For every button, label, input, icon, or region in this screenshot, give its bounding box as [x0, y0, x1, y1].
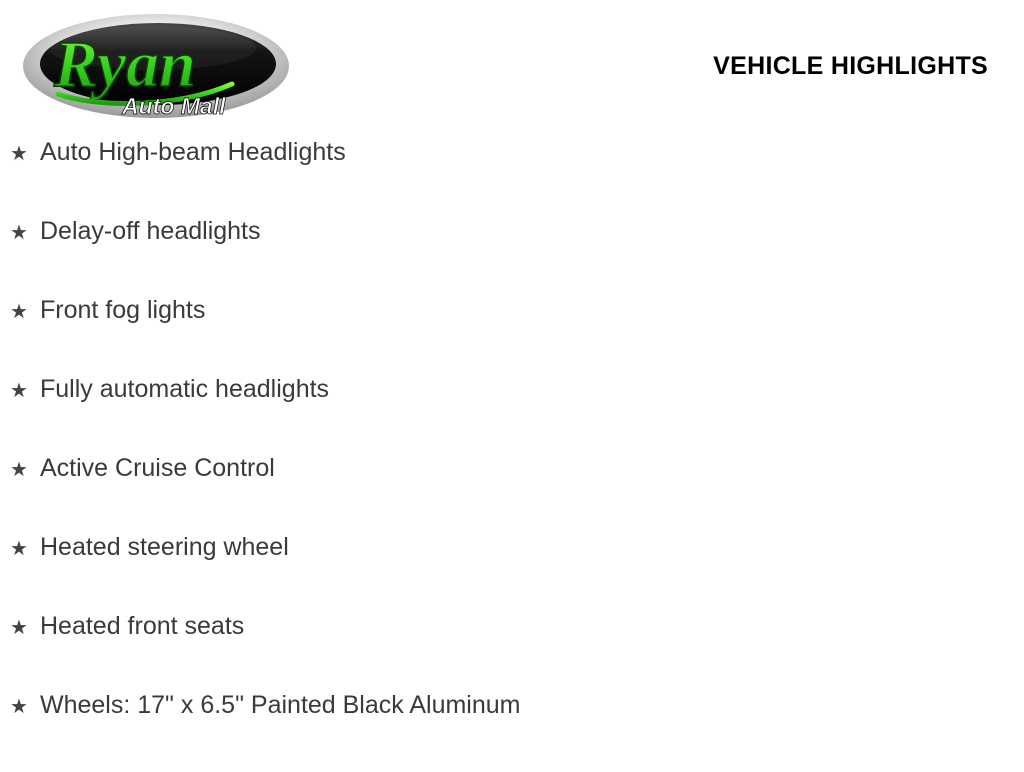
star-icon: ★ [10, 301, 28, 323]
star-icon: ★ [10, 696, 28, 718]
list-item [0, 219, 1024, 298]
vehicle-highlights-list [0, 140, 1024, 772]
highlight-label: Wheels: 17" x 6.5" Painted Black Aluminum [40, 691, 521, 719]
highlight-label: Delay-off headlights [40, 217, 261, 245]
highlight-label: Auto High-beam Headlights [40, 138, 346, 166]
list-item [0, 377, 1024, 456]
star-icon: ★ [10, 617, 28, 639]
svg-text:Auto Mall: Auto Mall [122, 93, 226, 119]
ryan-auto-mall-logo [18, 8, 290, 126]
star-icon: ★ [10, 459, 28, 481]
star-icon: ★ [10, 143, 28, 165]
list-item [0, 693, 1024, 772]
svg-text:Ryan: Ryan [54, 28, 196, 101]
list-item [0, 298, 1024, 377]
star-icon: ★ [10, 222, 28, 244]
list-item [0, 456, 1024, 535]
page-title: VEHICLE HIGHLIGHTS [713, 52, 988, 80]
page-header [0, 0, 1024, 132]
highlight-label: Heated front seats [40, 612, 245, 640]
star-icon: ★ [10, 538, 28, 560]
highlight-label: Heated steering wheel [40, 533, 289, 561]
highlight-label: Front fog lights [40, 296, 206, 324]
star-icon: ★ [10, 380, 28, 402]
highlight-label: Active Cruise Control [40, 454, 275, 482]
list-item [0, 140, 1024, 219]
list-item [0, 614, 1024, 693]
highlight-label: Fully automatic headlights [40, 375, 330, 403]
list-item [0, 535, 1024, 614]
